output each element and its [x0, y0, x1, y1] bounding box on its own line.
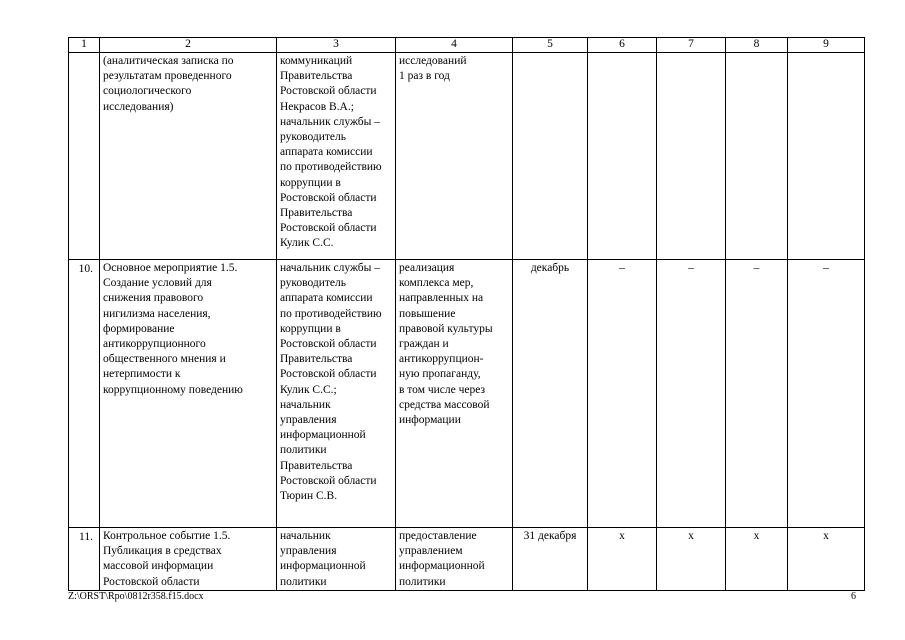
value-cell — [657, 53, 726, 260]
row-number: 10. — [69, 260, 100, 528]
column-header: 1 — [69, 38, 100, 53]
table-row — [69, 260, 865, 528]
date-cell: 31 декабря — [513, 528, 588, 591]
plan-table — [68, 37, 865, 591]
responsible-cell: начальник службы – руководитель аппарата комиссии по противодействию коррупции в Ростовской области Правительства Ростовской области Кулик С.С.; начальник управления информационной политики Правительства Ростовской области Тюрин С.В. — [277, 260, 396, 528]
date-cell: декабрь — [513, 260, 588, 528]
column-header: 4 — [396, 38, 513, 53]
event-cell: Основное мероприятие 1.5. Создание условий для снижения правового нигилизма населения, формирование антикоррупционного общественного мнения и нетерпимости к коррупционному поведению — [100, 260, 277, 528]
table-header-row — [69, 38, 865, 53]
event-cell: (аналитическая записка по результатам проведенного социологического исследования) — [100, 53, 277, 260]
value-cell: х — [726, 528, 788, 591]
row-number — [69, 53, 100, 260]
column-header: 6 — [588, 38, 657, 53]
column-header: 9 — [788, 38, 865, 53]
value-cell: – — [788, 260, 865, 528]
column-header: 5 — [513, 38, 588, 53]
column-header: 8 — [726, 38, 788, 53]
column-header: 7 — [657, 38, 726, 53]
table-row — [69, 53, 865, 260]
event-cell: Контрольное событие 1.5. Публикация в средствах массовой информации Ростовской области — [100, 528, 277, 591]
table-row — [69, 528, 865, 591]
value-cell: х — [588, 528, 657, 591]
value-cell — [588, 53, 657, 260]
responsible-cell: коммуникаций Правительства Ростовской области Некрасов В.А.; начальник службы – руководитель аппарата комиссии по противодействию коррупции в Ростовской области Правительства Ростовской области Кулик С.С. — [277, 53, 396, 260]
value-cell: – — [726, 260, 788, 528]
date-cell — [513, 53, 588, 260]
column-header: 3 — [277, 38, 396, 53]
result-cell: исследований 1 раз в год — [396, 53, 513, 260]
value-cell: – — [588, 260, 657, 528]
page-number: 6 — [851, 591, 856, 602]
result-cell: реализация комплекса мер, направленных на повышение правовой культуры граждан и антикоррупцион- ную пропаганду, в том числе через средства массовой информации — [396, 260, 513, 528]
result-cell: предоставление управлением информационной политики — [396, 528, 513, 591]
responsible-cell: начальник управления информационной политики — [277, 528, 396, 591]
column-header: 2 — [100, 38, 277, 53]
value-cell — [726, 53, 788, 260]
footer-file-path: Z:\ORST\Rpo\0812r358.f15.docx — [68, 591, 204, 602]
value-cell: х — [657, 528, 726, 591]
value-cell: – — [657, 260, 726, 528]
row-number: 11. — [69, 528, 100, 591]
value-cell: х — [788, 528, 865, 591]
value-cell — [788, 53, 865, 260]
